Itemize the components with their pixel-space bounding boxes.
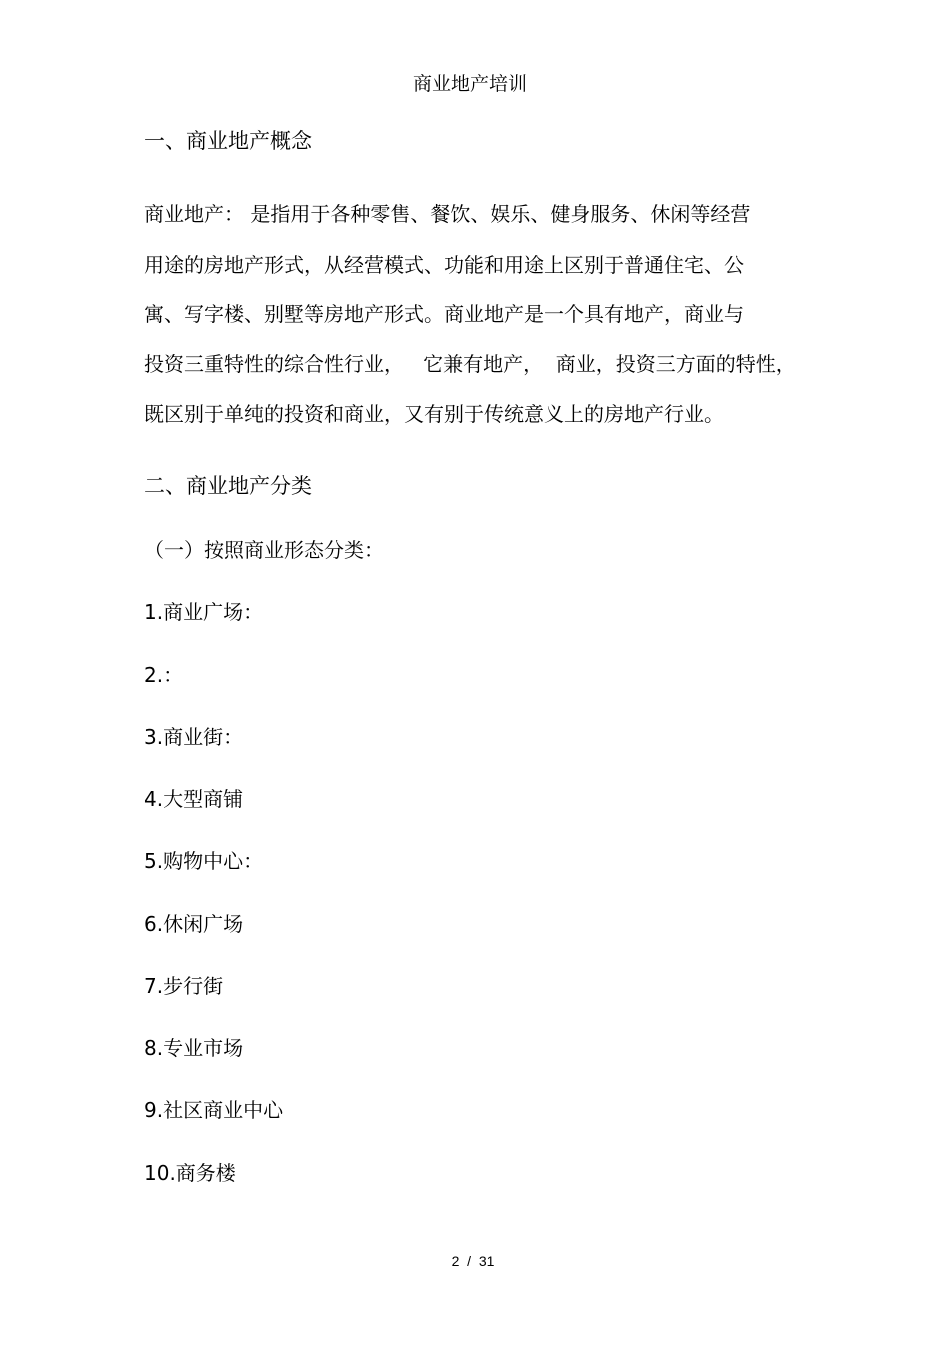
paragraph-line: 寓、写字楼、别墅等房地产形式。商业地产是一个具有地产，商业与: [144, 302, 744, 326]
list-item: 5.购物中心：: [144, 849, 264, 873]
section-heading-concept: 一、商业地产概念: [144, 129, 312, 153]
list-item: 10.商务楼: [144, 1161, 236, 1185]
list-item: 2.：: [144, 663, 184, 687]
list-item: 7.步行街: [144, 974, 224, 998]
page-number: 2 / 31: [451, 1253, 495, 1269]
section-heading-classification: 二、商业地产分类: [144, 474, 312, 498]
document-title: 商业地产培训: [412, 73, 527, 95]
paragraph-line: 商业地产： 是指用于各种零售、餐饮、娱乐、健身服务、休闲等经营: [144, 202, 751, 226]
paragraph-line: 用途的房地产形式，从经营模式、功能和用途上区别于普通住宅、公: [144, 253, 744, 277]
list-item: 4.大型商铺: [144, 787, 244, 811]
subsection-heading: （一）按照商业形态分类：: [144, 538, 384, 562]
paragraph-line: 既区别于单纯的投资和商业，又有别于传统意义上的房地产行业。: [144, 402, 724, 426]
list-item: 1.商业广场：: [144, 600, 264, 624]
list-item: 9.社区商业中心: [144, 1098, 284, 1122]
paragraph-line: 投资三重特性的综合性行业， 它兼有地产， 商业，投资三方面的特性，: [144, 352, 796, 376]
list-item: 3.商业街：: [144, 725, 244, 749]
list-item: 6.休闲广场: [144, 912, 244, 936]
list-item: 8.专业市场: [144, 1036, 244, 1060]
